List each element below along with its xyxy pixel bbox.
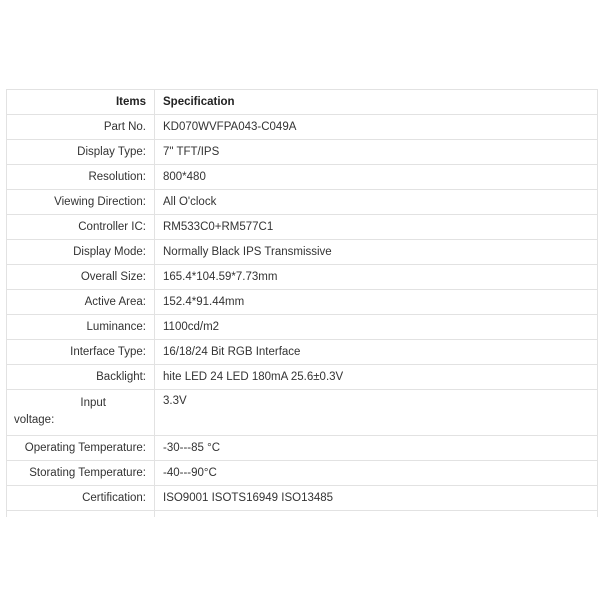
row-label: Backlight: [7,365,155,390]
table-row [7,390,598,436]
row-label: Storating Temperature: [7,461,155,486]
row-value: KD070WVFPA043-C049A [155,115,598,140]
specification-table [6,89,598,517]
row-label: Operating Temperature: [7,436,155,461]
cutoff-cell [7,511,155,518]
table-row [7,265,598,290]
row-value: 152.4*91.44mm [155,290,598,315]
table-row [7,290,598,315]
table-row [7,165,598,190]
row-value: hite LED 24 LED 180mA 25.6±0.3V [155,365,598,390]
row-value: 1100cd/m2 [155,315,598,340]
row-value: Normally Black IPS Transmissive [155,240,598,265]
row-value: 7" TFT/IPS [155,140,598,165]
row-label: Display Mode: [7,240,155,265]
header-items: Items [7,90,155,115]
row-value: 800*480 [155,165,598,190]
row-label: Part No. [7,115,155,140]
table-row [7,190,598,215]
table-row [7,365,598,390]
row-label: Resolution: [7,165,155,190]
header-specification: Specification [155,90,598,115]
row-label: Active Area: [7,290,155,315]
row-label: Display Type: [7,140,155,165]
row-value: RM533C0+RM577C1 [155,215,598,240]
table-row [7,486,598,511]
row-value: -40---90°C [155,461,598,486]
row-label-line: Input [80,397,106,409]
table-row [7,215,598,240]
table-row [7,115,598,140]
row-label: Interface Type: [7,340,155,365]
row-label [7,390,155,436]
row-value: 3.3V [155,390,598,436]
table-row [7,240,598,265]
table-row [7,461,598,486]
row-label: Overall Size: [7,265,155,290]
row-value: 165.4*104.59*7.73mm [155,265,598,290]
row-label: Luminance: [7,315,155,340]
row-label: Controller IC: [7,215,155,240]
table-row [7,340,598,365]
table-row [7,436,598,461]
table-header-row [7,90,598,115]
table-row [7,140,598,165]
row-value: 16/18/24 Bit RGB Interface [155,340,598,365]
table-row [7,315,598,340]
table-row-cutoff [7,511,598,518]
row-label-line: voltage: [14,414,55,426]
row-label: Viewing Direction: [7,190,155,215]
row-value: ISO9001 ISOTS16949 ISO13485 [155,486,598,511]
row-value: All O'clock [155,190,598,215]
row-value: -30---85 °C [155,436,598,461]
cutoff-cell [155,511,598,518]
row-label: Certification: [7,486,155,511]
